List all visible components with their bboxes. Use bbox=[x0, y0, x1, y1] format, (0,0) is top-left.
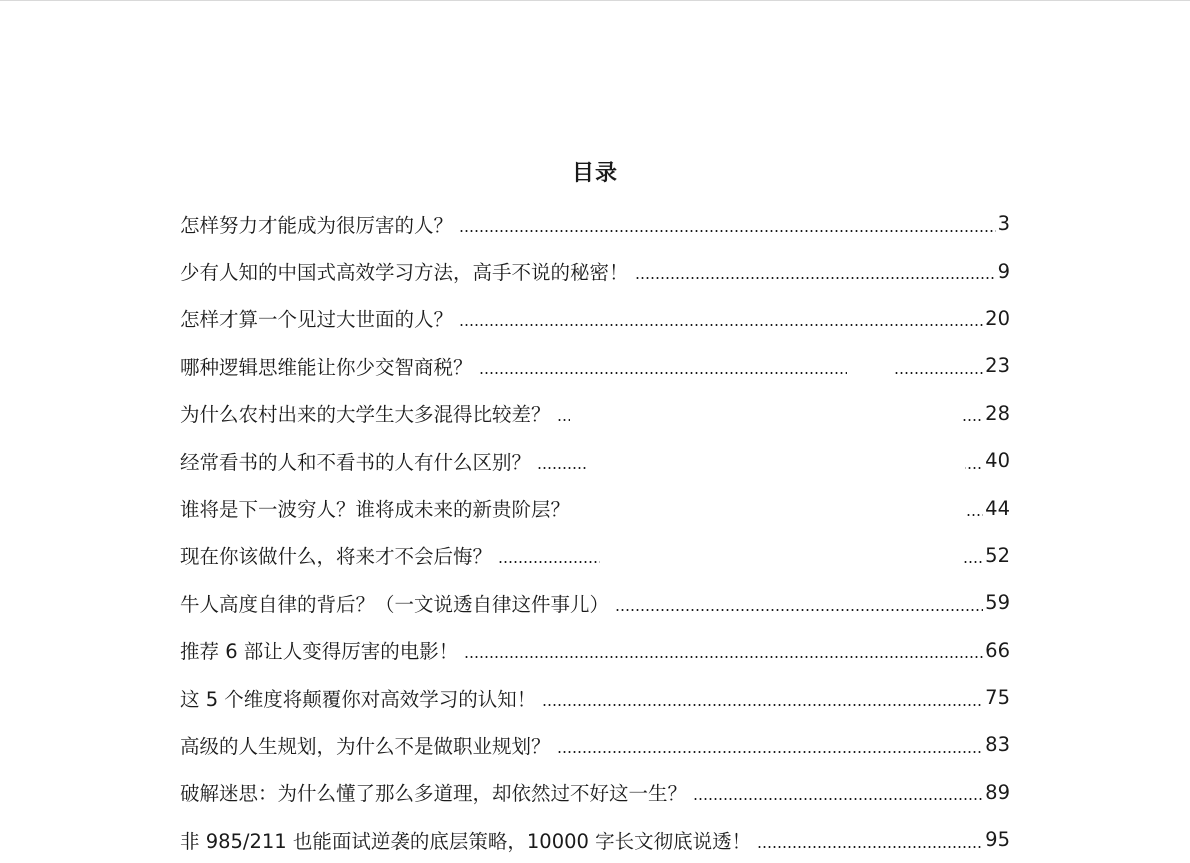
toc-entry-title: 怎样努力才能成为很厉害的人？ bbox=[180, 213, 454, 237]
toc-entry-page: 3 bbox=[997, 212, 1010, 236]
toc-entry-title: 怎样才算一个见过大世面的人？ bbox=[180, 308, 454, 332]
toc-entry-title: 哪种逻辑思维能让你少交智商税？ bbox=[180, 355, 473, 379]
toc-dot-leader bbox=[557, 751, 984, 753]
toc-list bbox=[180, 200, 1010, 863]
toc-entry-page: 89 bbox=[985, 780, 1010, 804]
toc-entry[interactable] bbox=[180, 674, 1010, 721]
toc-entry-title: 高级的人生规划，为什么不是做职业规划？ bbox=[180, 734, 551, 758]
toc-title: 目录 bbox=[571, 161, 618, 186]
toc-entry[interactable] bbox=[180, 484, 1010, 531]
toc-entry-title: 非 985/211 也能面试逆袭的底层策略，10000 字长文彻底说透！ bbox=[180, 829, 752, 853]
toc-entry-title: 推荐 6 部让人变得厉害的电影！ bbox=[180, 640, 459, 664]
toc-entry-page: 9 bbox=[997, 259, 1010, 283]
toc-entry-title: 这 5 个维度将颠覆你对高效学习的认知！ bbox=[180, 687, 537, 711]
toc-entry[interactable] bbox=[180, 627, 1010, 674]
toc-entry-page: 95 bbox=[985, 828, 1010, 852]
toc-dot-leader bbox=[464, 656, 983, 658]
toc-entry[interactable] bbox=[180, 579, 1010, 626]
toc-entry-title: 现在你该做什么，将来才不会后悔？ bbox=[180, 545, 493, 569]
toc-entry-page: 20 bbox=[985, 306, 1010, 330]
toc-dot-leader bbox=[693, 798, 983, 800]
toc-entry-title: 经常看书的人和不看书的人有什么区别？ bbox=[180, 450, 532, 474]
toc-entry-title: 为什么农村出来的大学生大多混得比较差？ bbox=[180, 403, 551, 427]
toc-entry-page: 83 bbox=[985, 733, 1010, 757]
toc-entry-page: 59 bbox=[985, 591, 1010, 615]
toc-entry-title: 牛人高度自律的背后？（一文说透自律这件事儿） bbox=[180, 592, 610, 616]
toc-dot-leader bbox=[557, 419, 984, 421]
toc-entry-page: 75 bbox=[985, 686, 1010, 710]
toc-dot-leader bbox=[479, 372, 984, 374]
toc-dot-leader bbox=[459, 324, 983, 326]
toc-entry-page: 52 bbox=[985, 543, 1010, 567]
toc-entry-title: 破解迷思：为什么懂了那么多道理，却依然过不好这一生？ bbox=[180, 782, 688, 806]
toc-dot-leader bbox=[459, 230, 996, 232]
toc-dot-leader bbox=[615, 609, 983, 611]
toc-dot-leader bbox=[635, 277, 996, 279]
toc-entry-title: 谁将是下一波穷人？谁将成未来的新贵阶层？ bbox=[180, 498, 571, 522]
toc-entry[interactable] bbox=[180, 247, 1010, 294]
toc-entry-page: 40 bbox=[985, 449, 1010, 473]
toc-entry[interactable] bbox=[180, 342, 1010, 389]
toc-entry[interactable] bbox=[180, 295, 1010, 342]
toc-entry[interactable] bbox=[180, 532, 1010, 579]
toc-entry-title: 少有人知的中国式高效学习方法，高手不说的秘密！ bbox=[180, 261, 629, 285]
toc-entry-page: 66 bbox=[985, 638, 1010, 662]
toc-dot-leader bbox=[537, 467, 983, 469]
toc-entry[interactable] bbox=[180, 200, 1010, 247]
toc-entry-page: 44 bbox=[985, 496, 1010, 520]
toc-entry[interactable] bbox=[180, 390, 1010, 437]
toc-entry[interactable] bbox=[180, 769, 1010, 816]
toc-dot-leader bbox=[757, 846, 983, 848]
page-top-border bbox=[0, 0, 1190, 1]
toc-dot-leader bbox=[542, 704, 983, 706]
toc-entry-page: 28 bbox=[985, 401, 1010, 425]
toc-entry[interactable] bbox=[180, 721, 1010, 768]
toc-dot-leader bbox=[498, 561, 983, 563]
toc-entry[interactable] bbox=[180, 437, 1010, 484]
toc-dot-leader bbox=[576, 514, 983, 516]
toc-entry-page: 23 bbox=[985, 354, 1010, 378]
